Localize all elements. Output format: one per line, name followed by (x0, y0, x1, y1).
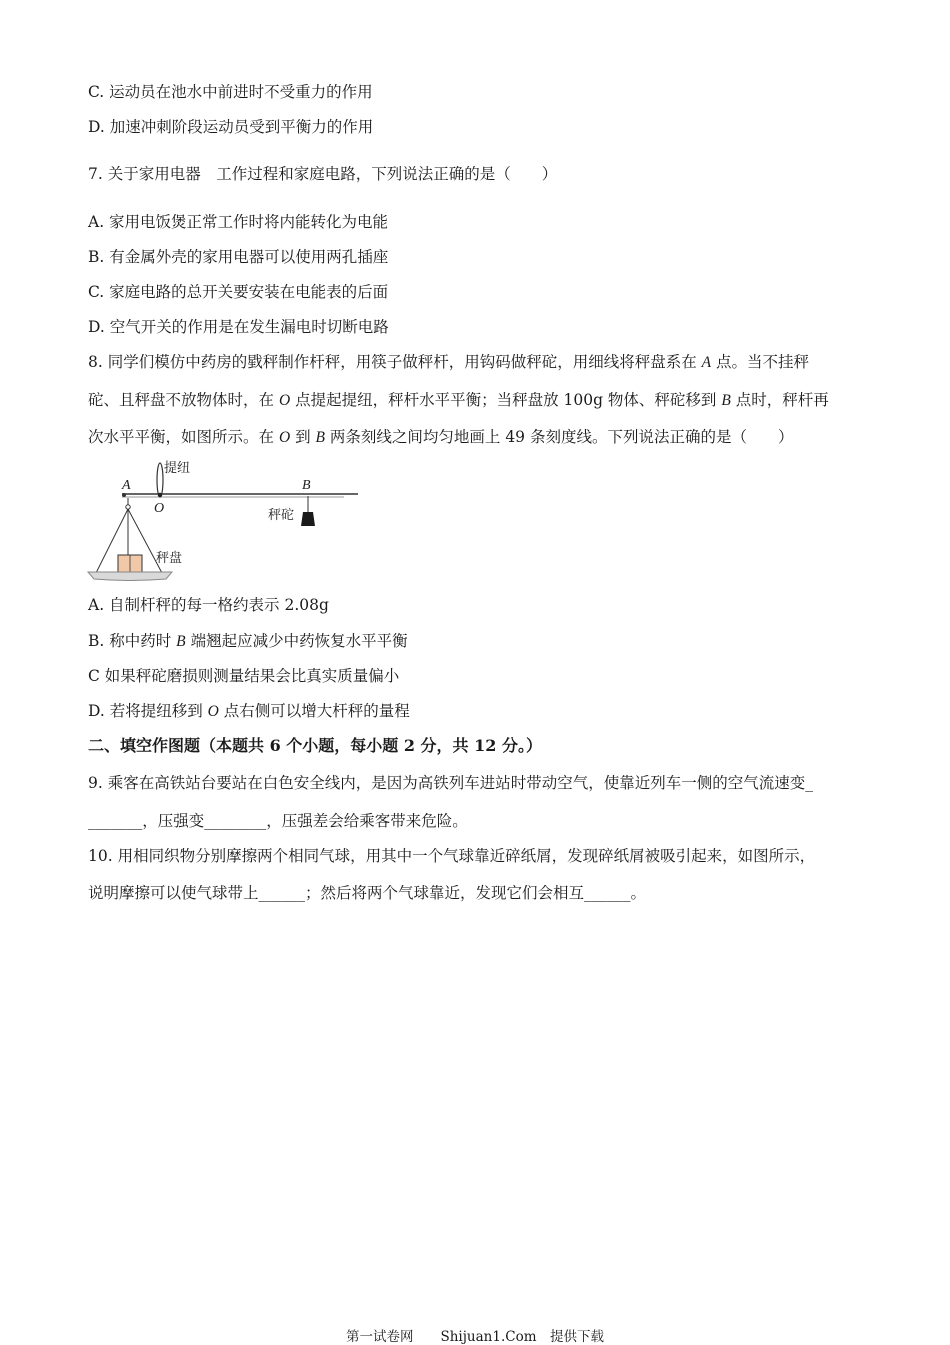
q8-text: 到 (290, 428, 316, 446)
q8-stem-line-1 (88, 352, 809, 373)
q8-text: 两条刻线之间均匀地画上 49 条刻度线。下列说法正确的是（ ） (324, 428, 794, 446)
q8-var-o: O (278, 429, 291, 446)
q8-text: D. 若将提纽移到 (88, 702, 208, 720)
label-counterweight: 秤砣 (268, 508, 295, 523)
label-lifting-loop: 提纽 (164, 461, 191, 476)
q8-text: 端翘起应减少中药恢复水平平衡 (185, 632, 408, 650)
q8-stem-line-2 (88, 390, 829, 411)
q8-text: 点提起提纽，秤杆水平平衡；当秤盘放 100g 物体、秤砣移到 (290, 391, 722, 409)
pivot-point-o (158, 493, 162, 497)
section-2-title: 二、填空作图题（本题共 6 个小题，每小题 2 分，共 12 分。） (88, 736, 542, 755)
q10-line-2: 说明摩擦可以使气球带上______；然后将两个气球靠近，发现它们会相互______。 (88, 884, 647, 902)
q9-line-2: _______，压强变________，压强差会给乘客带来危险。 (88, 812, 468, 830)
q8-text: B. 称中药时 (88, 632, 177, 650)
q8-text: 8. 同学们模仿中药房的戥秤制作杆秤，用筷子做秤杆，用钩码做秤砣，用细线将秤盘系在 (88, 353, 702, 371)
steelyard-diagram (84, 456, 369, 588)
q6-option-c: C. 运动员在池水中前进时不受重力的作用 (88, 83, 373, 101)
q7-option-a: A. 家用电饭煲正常工作时将内能转化为电能 (88, 213, 389, 231)
label-scale-pan: 秤盘 (156, 551, 183, 566)
q6-option-d: D. 加速冲刺阶段运动员受到平衡力的作用 (88, 118, 374, 136)
counterweight (301, 512, 315, 526)
q8-var-a: A (701, 354, 712, 371)
q10-line-1: 10. 用相同织物分别摩擦两个相同气球，用其中一个气球靠近碎纸屑，发现碎纸屑被吸引起来，如图所示， (88, 847, 816, 865)
q8-option-a: A. 自制杆秤的每一格约表示 2.08g (88, 596, 329, 614)
q8-option-d (88, 701, 410, 722)
q7-option-d: D. 空气开关的作用是在发生漏电时切断电路 (88, 318, 389, 336)
label-o: O (154, 501, 165, 516)
q8-text: 点时，秤杆再 (730, 391, 829, 409)
beam-end-a (122, 493, 126, 497)
lifting-loop (157, 463, 163, 497)
q7-option-c: C. 家庭电路的总开关要安装在电能表的后面 (88, 283, 389, 301)
page-footer: 第一试卷网 Shijuan1.Com 提供下载 (345, 1329, 605, 1345)
q8-text: 点右侧可以增大杆秤的量程 (218, 702, 410, 720)
q9-line-1: 9. 乘客在高铁站台要站在白色安全线内，是因为高铁列车进站时带动空气，使靠近列车一侧的空气流速变_ (88, 774, 813, 792)
q8-var-b: B (721, 392, 731, 409)
q7-stem: 7. 关于家用电器 工作过程和家庭电路，下列说法正确的是（ ） (88, 165, 558, 183)
q8-var-b: B (315, 429, 325, 446)
q8-text: 点。当不挂秤 (711, 353, 810, 371)
q8-text: 次水平平衡，如图所示。在 (88, 428, 279, 446)
q7-option-b: B. 有金属外壳的家用电器可以使用两孔插座 (88, 248, 389, 266)
q8-var-o: O (278, 392, 291, 409)
q8-option-c: C 如果秤砣磨损则测量结果会比真实质量偏小 (88, 667, 400, 685)
q8-text: 砣、且秤盘不放物体时，在 (88, 391, 279, 409)
q8-option-b (88, 631, 408, 652)
scale-pan (88, 572, 172, 581)
label-a: A (122, 478, 131, 493)
label-b: B (302, 478, 311, 493)
q8-var-b: B (176, 633, 186, 650)
q8-stem-line-3 (88, 427, 793, 448)
q8-var-o: O (207, 703, 219, 720)
